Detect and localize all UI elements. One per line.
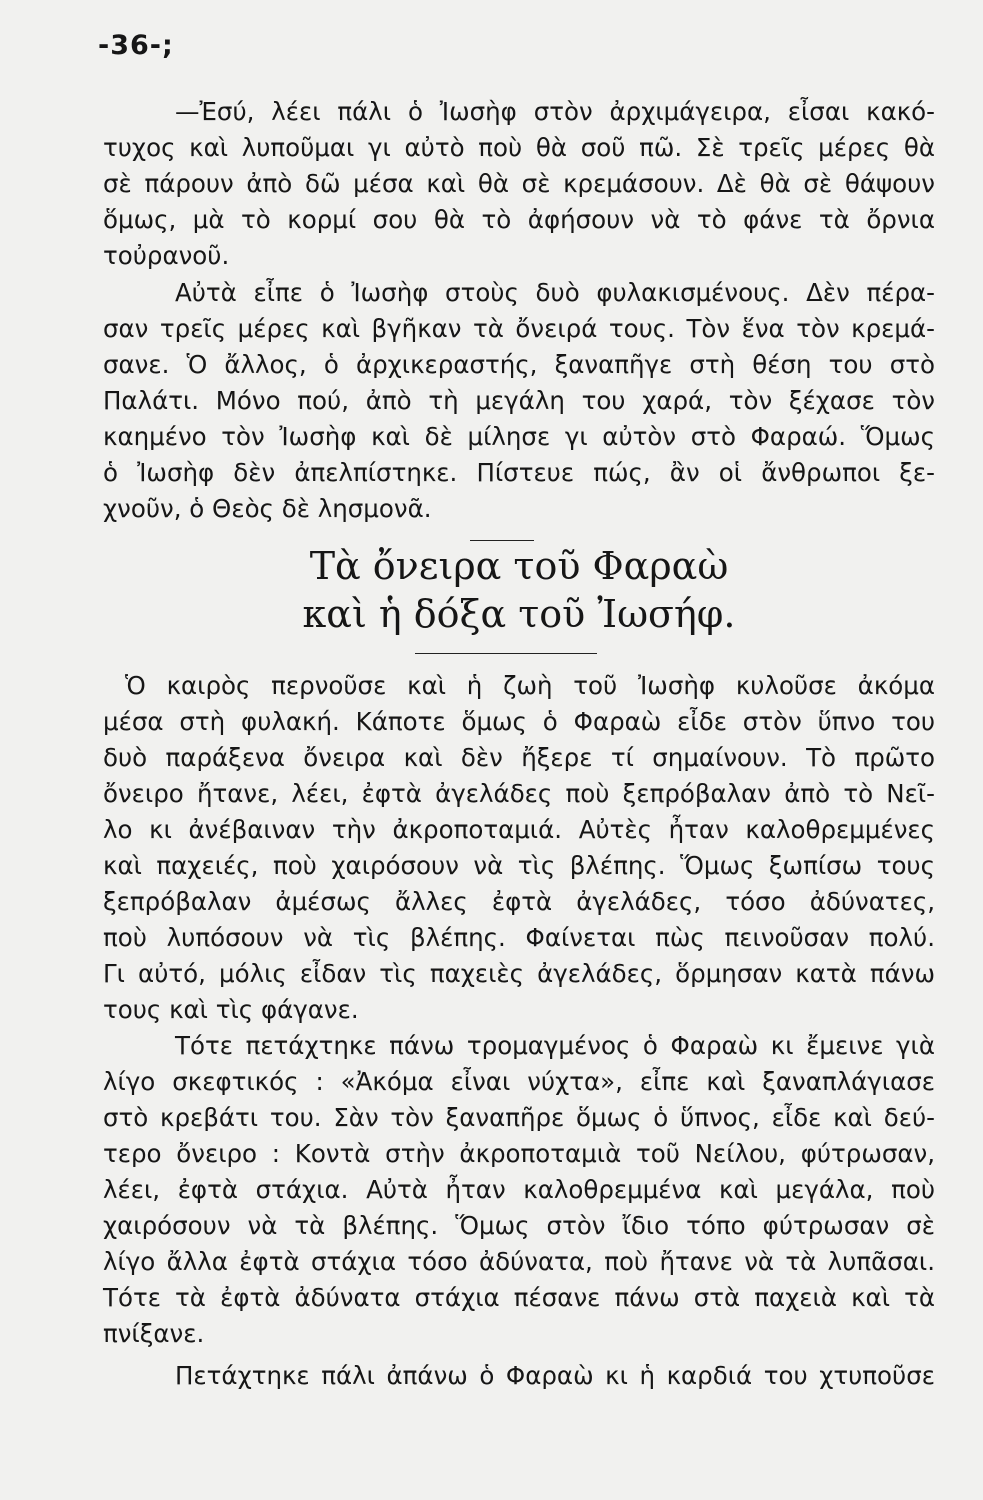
top-divider: [470, 540, 534, 541]
text-line: ὅμως, μὰ τὸ κορμί σου θὰ τὸ ἀφήσουν νὰ τὸ φάνε τὰ ὄρνια: [103, 205, 935, 234]
text-line: σανε. Ὁ ἄλλος, ὁ ἀρχικεραστής, ξαναπῆγε στὴ θέση του στὸ: [103, 350, 935, 379]
text-line: πνίξανε.: [103, 1319, 205, 1348]
text-line: τυχος καὶ λυποῦμαι γι αὐτὸ ποὺ θὰ σοῦ πῶ. Σὲ τρεῖς μέρες θὰ: [103, 133, 935, 162]
text-line: λίγο ἄλλα ἐφτὰ στάχια τόσο ἀδύνατα, ποὺ ἤτανε νὰ τὰ λυπᾶσαι.: [103, 1247, 935, 1276]
text-line: —Ἐσύ, λέει πάλι ὁ Ἰωσὴφ στὸν ἀρχιμάγειρα, εἶσαι κακό-: [175, 97, 935, 126]
text-line: στὸ κρεβάτι του. Σὰν τὸν ξαναπῆρε ὅμως ὁ ὕπνος, εἶδε καὶ δεύ-: [103, 1103, 935, 1132]
text-line: Αὐτὰ εἶπε ὁ Ἰωσὴφ στοὺς δυὸ φυλακισμένους. Δὲν πέρα-: [175, 278, 935, 307]
text-line: Παλάτι. Μόνο πού, ἀπὸ τὴ μεγάλη του χαρά, τὸν ξέχασε τὸν: [103, 386, 935, 415]
text-line: λο κι ἀνέβαιναν τὴν ἀκροποταμιά. Αὐτὲς ἦταν καλοθρεμμένες: [103, 815, 935, 844]
text-line: Τότε τὰ ἐφτὰ ἀδύνατα στάχια πέσανε πάνω στὰ παχειὰ καὶ τὰ: [103, 1283, 935, 1312]
text-line: τους καὶ τὶς φάγανε.: [103, 995, 359, 1024]
text-line: Ὁ καιρὸς περνοῦσε καὶ ἡ ζωὴ τοῦ Ἰωσὴφ κυλοῦσε ἀκόμα: [125, 671, 935, 700]
text-line: χνοῦν, ὁ Θεὸς δὲ λησμονᾶ.: [103, 494, 432, 523]
text-line: τοὐρανοῦ.: [103, 241, 230, 270]
paragraph-4: [103, 1028, 935, 1352]
title-line: καὶ ἡ δόξα τοῦ Ἰωσήφ.: [302, 592, 736, 636]
bottom-divider: [415, 653, 597, 654]
text-line: Γι αὐτό, μόλις εἶδαν τὶς παχειὲς ἀγελάδες, ὅρμησαν κατὰ πάνω: [103, 959, 935, 988]
text-line: ὄνειρο ἤτανε, λέει, ἐφτὰ ἀγελάδες ποὺ ξεπρόβαλαν ἀπὸ τὸ Νεῖ-: [103, 779, 935, 808]
text-line: σὲ πάρουν ἀπὸ δῶ μέσα καὶ θὰ σὲ κρεμάσουν. Δὲ θὰ σὲ θάψουν: [103, 169, 935, 198]
paragraph-5: [103, 1358, 935, 1394]
text-line: Τότε πετάχτηκε πάνω τρομαγμένος ὁ Φαραὼ κι ἔμεινε γιὰ: [175, 1031, 935, 1060]
text-line: λέει, ἐφτὰ στάχια. Αὐτὰ ἦταν καλοθρεμμένα καὶ μεγάλα, ποὺ: [103, 1175, 935, 1204]
text-line: σαν τρεῖς μέρες καὶ βγῆκαν τὰ ὄνειρά τους. Τὸν ἕνα τὸν κρεμά-: [103, 314, 935, 343]
text-line: μέσα στὴ φυλακή. Κάποτε ὅμως ὁ Φαραὼ εἶδε στὸν ὕπνο του: [103, 707, 935, 736]
text-line: λίγο σκεφτικός : «Ἀκόμα εἶναι νύχτα», εἶπε καὶ ξαναπλάγιασε: [103, 1067, 935, 1096]
text-line: δυὸ παράξενα ὄνειρα καὶ δὲν ἤξερε τί σημαίνουν. Τὸ πρῶτο: [103, 743, 935, 772]
title-line: Τὰ ὄνειρα τοῦ Φαραὼ: [309, 544, 729, 588]
page-number: -36-;: [98, 30, 174, 61]
text-line: καημένο τὸν Ἰωσὴφ καὶ δὲ μίλησε γι αὐτὸν στὸ Φαραώ. Ὅμως: [103, 422, 935, 451]
text-line: Πετάχτηκε πάλι ἀπάνω ὁ Φαραὼ κι ἡ καρδιά του χτυποῦσε: [175, 1361, 935, 1390]
paragraph-1: [103, 94, 935, 274]
section-title: [103, 542, 935, 638]
paragraph-3: [103, 668, 935, 1028]
text-line: καὶ παχειές, ποὺ χαιρόσουν νὰ τὶς βλέπης. Ὅμως ξωπίσω τους: [103, 851, 935, 880]
text-line: ποὺ λυπόσουν νὰ τὶς βλέπης. Φαίνεται πὼς πεινοῦσαν πολύ.: [103, 923, 935, 952]
text-line: ξεπρόβαλαν ἀμέσως ἄλλες ἐφτὰ ἀγελάδες, τόσο ἀδύνατες,: [103, 887, 935, 916]
text-line: χαιρόσουν νὰ τὰ βλέπης. Ὅμως στὸν ἴδιο τόπο φύτρωσαν σὲ: [103, 1211, 935, 1240]
text-line: τερο ὄνειρο : Κοντὰ στὴν ἀκροποταμιὰ τοῦ Νείλου, φύτρωσαν,: [103, 1139, 935, 1168]
paragraph-2: [103, 275, 935, 527]
text-line: ὁ Ἰωσὴφ δὲν ἀπελπίστηκε. Πίστευε πώς, ἂν οἱ ἄνθρωποι ξε-: [103, 458, 935, 487]
